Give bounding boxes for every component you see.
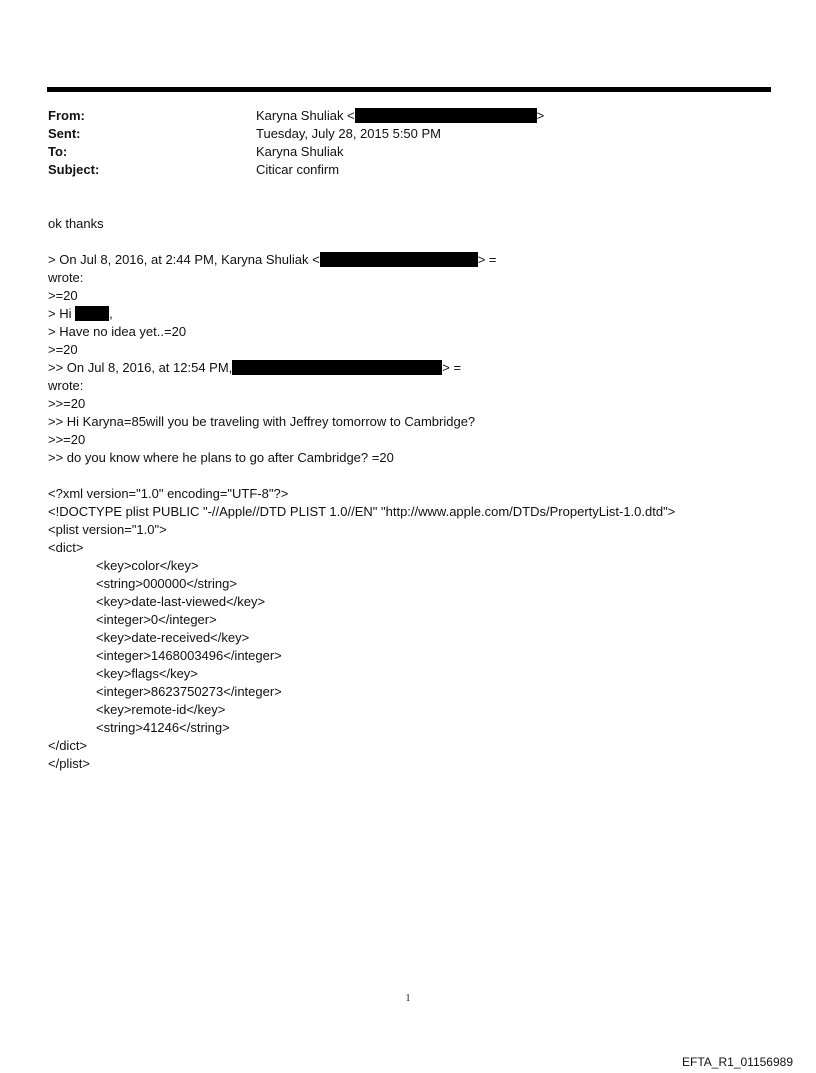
reply-text: ok thanks bbox=[48, 216, 104, 231]
from-value bbox=[256, 107, 544, 125]
redaction-block bbox=[355, 108, 537, 123]
plist-line: <integer>8623750273</integer> bbox=[96, 684, 282, 699]
plist-line: <integer>1468003496</integer> bbox=[96, 648, 282, 663]
quote-text: > = bbox=[442, 360, 462, 375]
plist-line: <integer>0</integer> bbox=[96, 612, 217, 627]
plist-line: <string>000000</string> bbox=[96, 576, 237, 591]
quote-text: > Hi bbox=[48, 306, 76, 321]
plist-line: </dict> bbox=[48, 738, 88, 753]
quote-line: wrote: bbox=[48, 378, 84, 393]
to-label: To: bbox=[48, 144, 68, 159]
from-name: Karyna Shuliak < bbox=[256, 108, 355, 123]
plist-line: <key>date-last-viewed</key> bbox=[96, 594, 266, 609]
page-number: 1 bbox=[405, 993, 411, 1004]
quote-line bbox=[48, 359, 788, 377]
to-row bbox=[48, 143, 748, 161]
bates-number: EFTA_R1_01156989 bbox=[682, 1055, 793, 1069]
to-value: Karyna Shuliak bbox=[256, 144, 344, 159]
quote-line bbox=[48, 251, 788, 269]
quote-line: >>=20 bbox=[48, 432, 86, 447]
subject-label: Subject: bbox=[48, 162, 100, 177]
subject-row bbox=[48, 161, 748, 179]
quote-line bbox=[48, 305, 788, 323]
from-row bbox=[48, 107, 748, 125]
sent-label: Sent: bbox=[48, 126, 81, 141]
quote-line: >=20 bbox=[48, 342, 78, 357]
quote-text: >> On Jul 8, 2016, at 12:54 PM, bbox=[48, 360, 233, 375]
subject-value: Citicar confirm bbox=[256, 162, 340, 177]
email-body bbox=[48, 215, 788, 773]
from-close: > bbox=[536, 108, 545, 123]
from-label: From: bbox=[48, 108, 85, 123]
plist-line: <key>flags</key> bbox=[96, 666, 198, 681]
quote-line: >> Hi Karyna=85will you be traveling with Jeffrey tomorrow to Cambridge? bbox=[48, 414, 476, 429]
plist-line: <key>date-received</key> bbox=[96, 630, 250, 645]
plist-line: <key>remote-id</key> bbox=[96, 702, 226, 717]
quote-line: >> do you know where he plans to go after Cambridge? =20 bbox=[48, 450, 394, 465]
quote-line: >=20 bbox=[48, 288, 78, 303]
quote-text: > On Jul 8, 2016, at 2:44 PM, Karyna Shuliak < bbox=[48, 252, 320, 267]
quote-text: > = bbox=[477, 252, 497, 267]
plist-line: <!DOCTYPE plist PUBLIC "-//Apple//DTD PLIST 1.0//EN" "http://www.apple.com/DTDs/PropertyList-1.0.dtd"> bbox=[48, 504, 676, 519]
quote-line: wrote: bbox=[48, 270, 84, 285]
plist-line: </plist> bbox=[48, 756, 90, 771]
quote-line: > Have no idea yet..=20 bbox=[48, 324, 187, 339]
plist-block bbox=[48, 485, 788, 773]
redaction-block bbox=[320, 252, 478, 267]
plist-line: <plist version="1.0"> bbox=[48, 522, 167, 537]
plist-line: <key>color</key> bbox=[96, 558, 199, 573]
sent-row bbox=[48, 125, 748, 143]
plist-line: <string>41246</string> bbox=[96, 720, 230, 735]
plist-line: <dict> bbox=[48, 540, 84, 555]
redaction-block bbox=[75, 306, 109, 321]
quote-line: >>=20 bbox=[48, 396, 86, 411]
email-header bbox=[48, 107, 748, 179]
redaction-block bbox=[232, 360, 442, 375]
sent-value: Tuesday, July 28, 2015 5:50 PM bbox=[256, 126, 441, 141]
header-rule bbox=[47, 87, 771, 92]
plist-line: <?xml version="1.0" encoding="UTF-8"?> bbox=[48, 486, 289, 501]
quote-text: , bbox=[109, 306, 113, 321]
